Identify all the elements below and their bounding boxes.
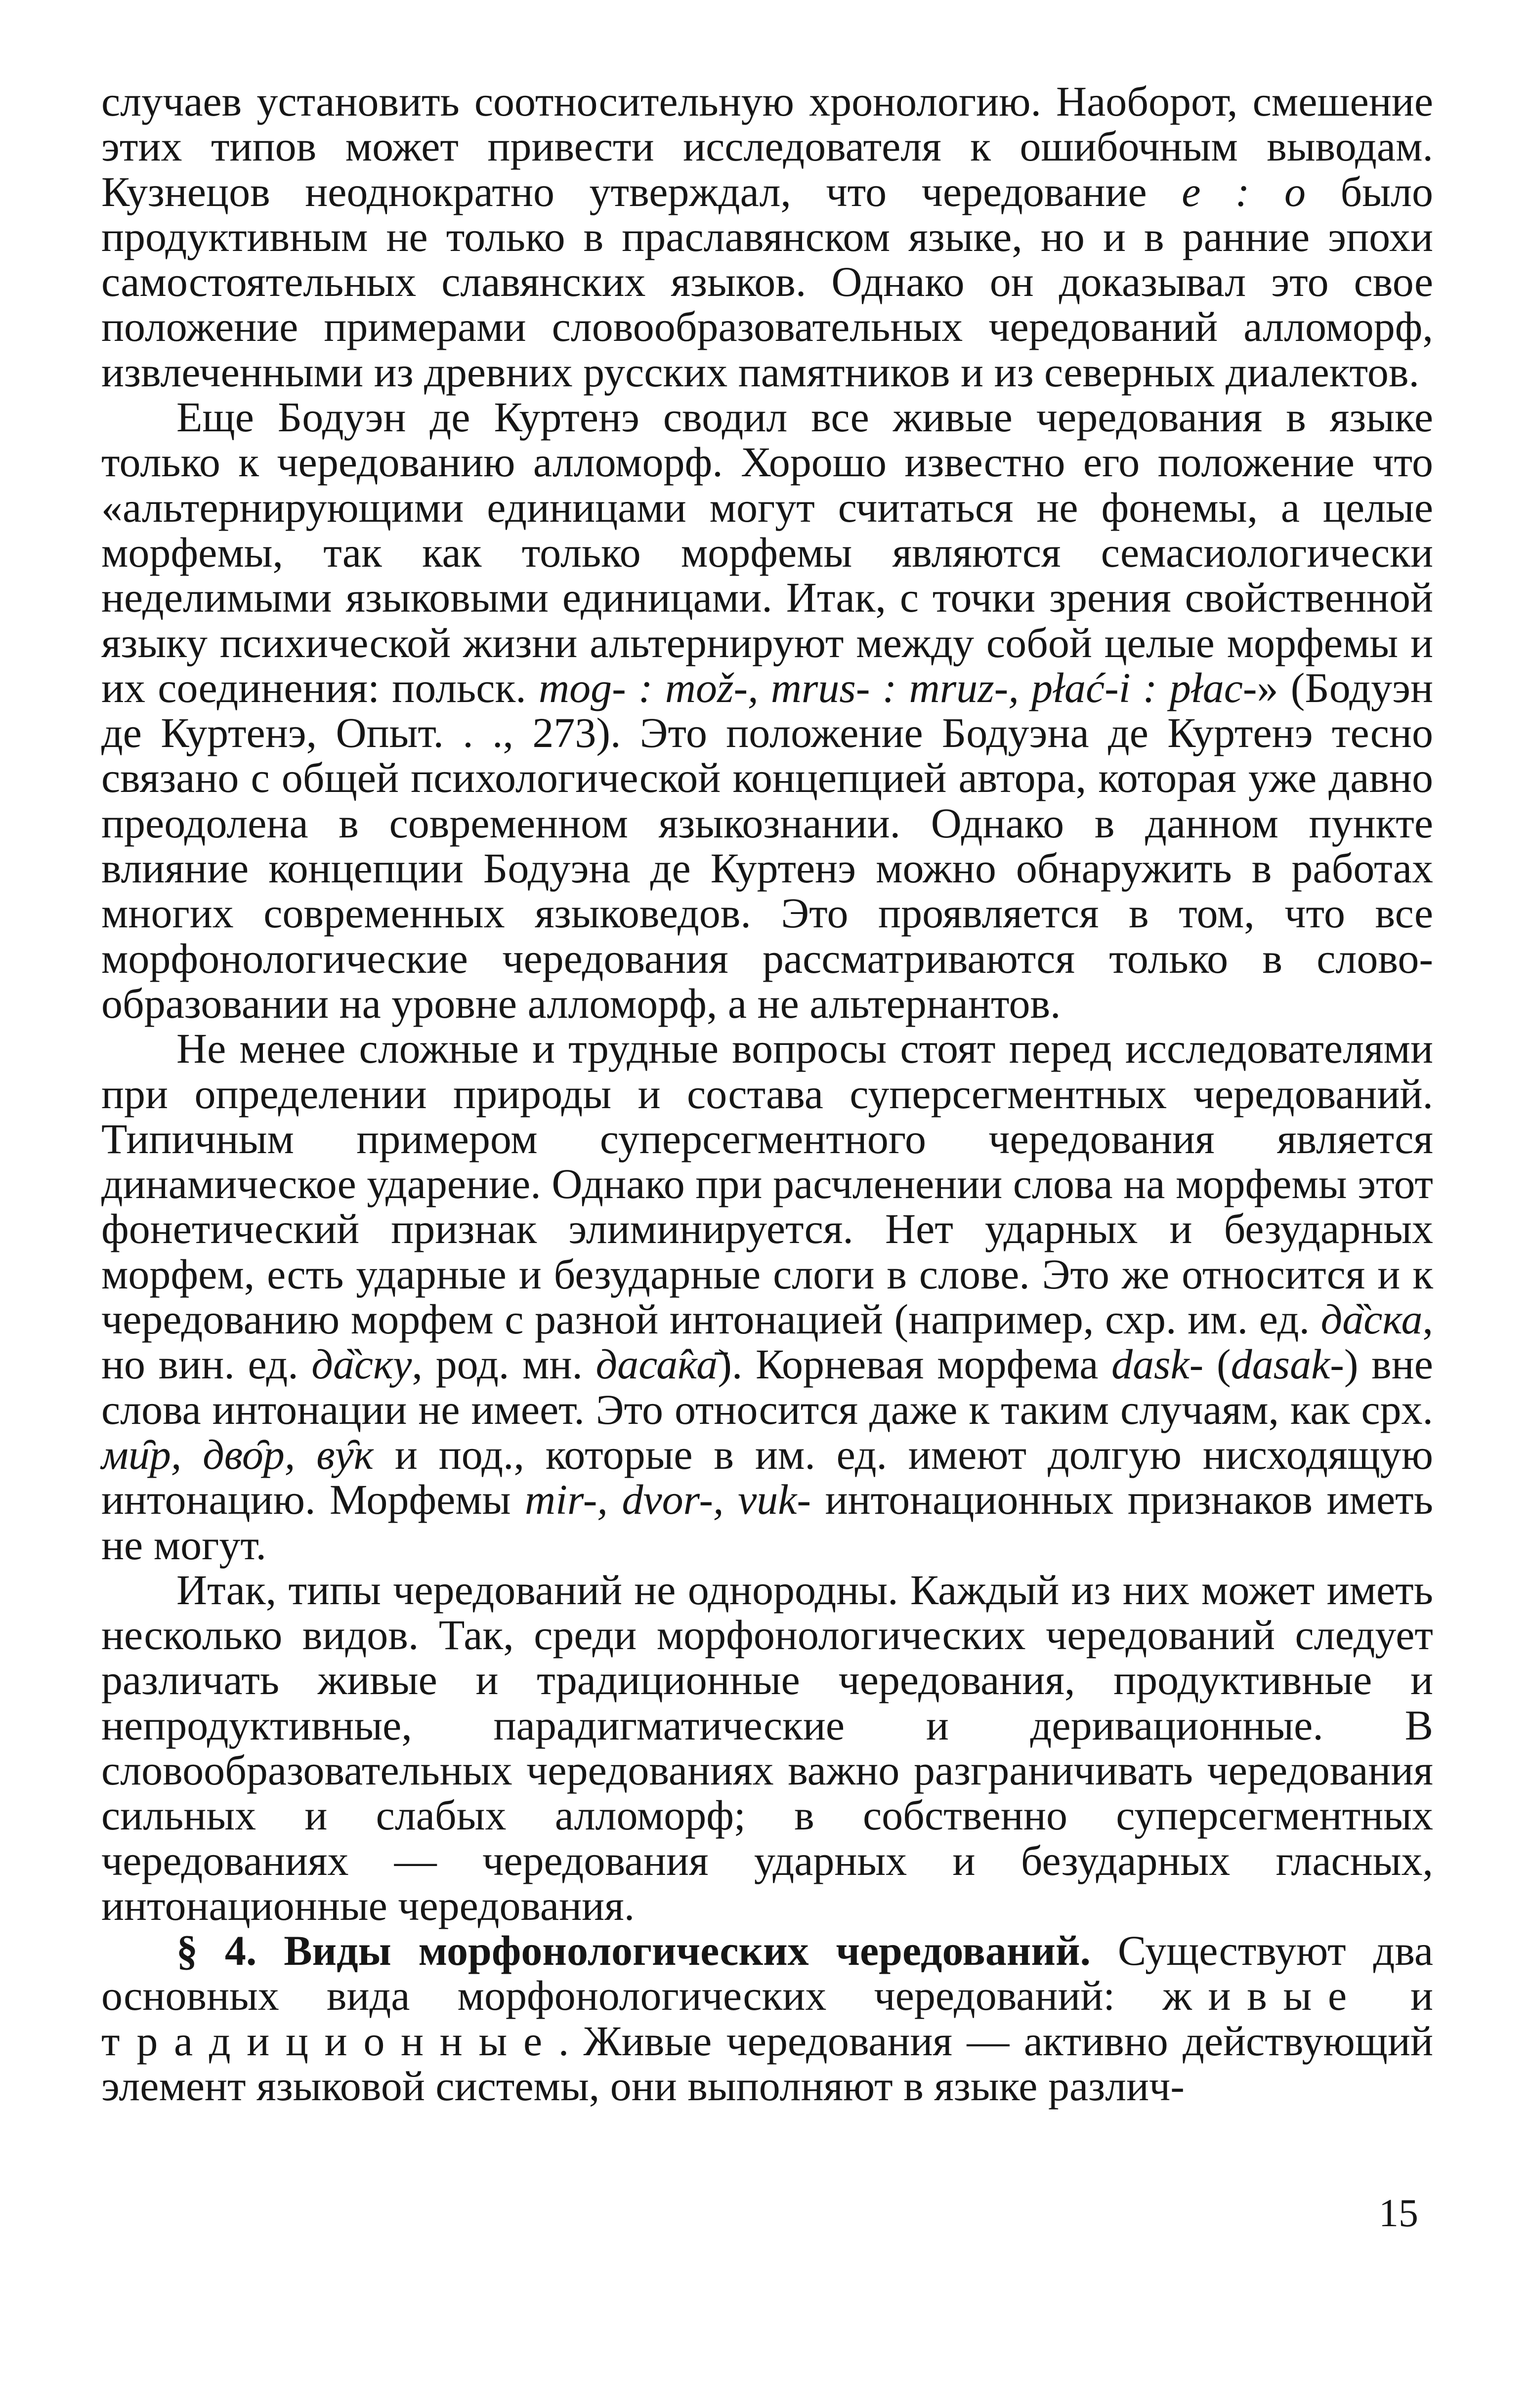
paragraph-2-text: Еще Бодуэн де Куртенэ сводил все живые чередования в языке только к чередованию алломорф. Хорошо известно его положение что «альтернирующими единицами могут считаться не фонемы, а целые морфемы, так как только морфемы являются семасиологически неделимыми языковыми единицами. Итак, с точки зрения свойственной языку психической жизни альтернируют между собой целые морфемы и их соединения: польск. xyxy=(101,393,1433,711)
paragraph-3-text: , но вин. ед. xyxy=(101,1295,1433,1388)
paragraph-2-text-cont: » (Бодуэн де Куртенэ, Опыт. . ., 273). Это положение Бодуэна де Куртенэ тесно связано с общей психологической концепцией автора, которая уже давно преодолена в современном языкознании. Однако в данном пункте влияние концепции Бодуэна де Куртенэ можно обнаружить в работах многих современных языковедов. Это проявляется в том, что все морфонологические чередования рассматриваются только в словообразовании на уровне алломорф, а не альтернантов. xyxy=(101,664,1433,1027)
page-body xyxy=(101,79,1433,2109)
page-number: 15 xyxy=(1379,2192,1418,2235)
paragraph-1 xyxy=(101,79,1433,395)
example-word: dask- xyxy=(1111,1340,1204,1388)
example-word: даса̂ка̄ xyxy=(595,1340,718,1388)
example-word: да̏ска xyxy=(1320,1295,1423,1343)
paragraph-2 xyxy=(101,395,1433,1026)
example-e-o: е : о xyxy=(1182,167,1306,215)
example-word: dasak- xyxy=(1231,1340,1344,1388)
paragraph-1-text-cont: было продуктивным не только в праславянском языке, но и в ранние эпохи самостоятельных славянских языков. Однако он доказывал это свое положение примерами словообразовательных чередований алломорф, извлеченными из древних русских памятников и из северных диалектов. xyxy=(101,167,1433,396)
polish-examples: mog- : mož-, mrus- : mruz-, płać-i : płac- xyxy=(538,664,1257,711)
paragraph-5-text: . Живые чередования — активно действующий элемент языковой системы, они выполняют в языке различ- xyxy=(101,2017,1433,2110)
paragraph-5-text: и xyxy=(1362,1972,1433,2020)
paragraph-3-text: ). Корневая морфема xyxy=(718,1340,1112,1388)
paragraph-3-text: ( xyxy=(1203,1340,1231,1388)
paragraph-4 xyxy=(101,1568,1433,1928)
spaced-term-traditional: традиционные xyxy=(101,2017,558,2065)
paragraph-1-text: случаев установить соотносительную хронологию. Наоборот, смешение этих типов может привести исследователя к ошибочным выводам. Кузнецов неоднократно утверждал, что чередование xyxy=(101,78,1433,215)
paragraph-3-text: и под., которые в им. ед. имеют долгую нисходящую интонацию. Морфемы xyxy=(101,1430,1433,1524)
example-word: ми̑р, дво̑р, ву̑к xyxy=(101,1430,374,1478)
paragraph-5-text: Существуют два основных вида морфонологических чередований: xyxy=(101,1927,1433,2020)
paragraph-3 xyxy=(101,1026,1433,1568)
spaced-term-live: живые xyxy=(1162,1972,1363,2020)
paragraph-5 xyxy=(101,1928,1433,2109)
section-heading: § 4. Виды морфонологических чередований. xyxy=(176,1927,1091,1975)
paragraph-4-text: Итак, типы чередований не однородны. Каждый из них может иметь несколько видов. Так, среди морфонологических чередований следует различать живые и традиционные чередования, продуктивные и непродуктивные, парадигматические и деривационные. В словообразовательных чередованиях важно разграничивать чередования сильных и слабых алломорф; в собственно суперсегментных чередованиях — чередования ударных и безударных гласных, интонационные чередования. xyxy=(101,1566,1433,1929)
paragraph-3-text: ) вне слова интонации не имеет. Это относится даже к таким случаям, как срх. xyxy=(101,1340,1433,1433)
example-word: mir-, dvor-, vuk- xyxy=(525,1476,811,1524)
paragraph-3-text: Не менее сложные и трудные вопросы стоят перед исследователями при определении природы и состава суперсегментных чередований. Типичным примером суперсегментного чередования является динамическое ударение. Однако при расчленении слова на морфемы этот фонетический признак элиминируется. Нет ударных и безударных морфем, есть ударные и безударные слоги в слове. Это же относится и к чередованию морфем с разной интонацией (например, схр. им. ед. xyxy=(101,1025,1433,1343)
example-word: да̏ску xyxy=(311,1340,412,1388)
paragraph-3-text: , род. мн. xyxy=(412,1340,596,1388)
paragraph-3-text: интонационных признаков иметь не могут. xyxy=(101,1476,1433,1569)
